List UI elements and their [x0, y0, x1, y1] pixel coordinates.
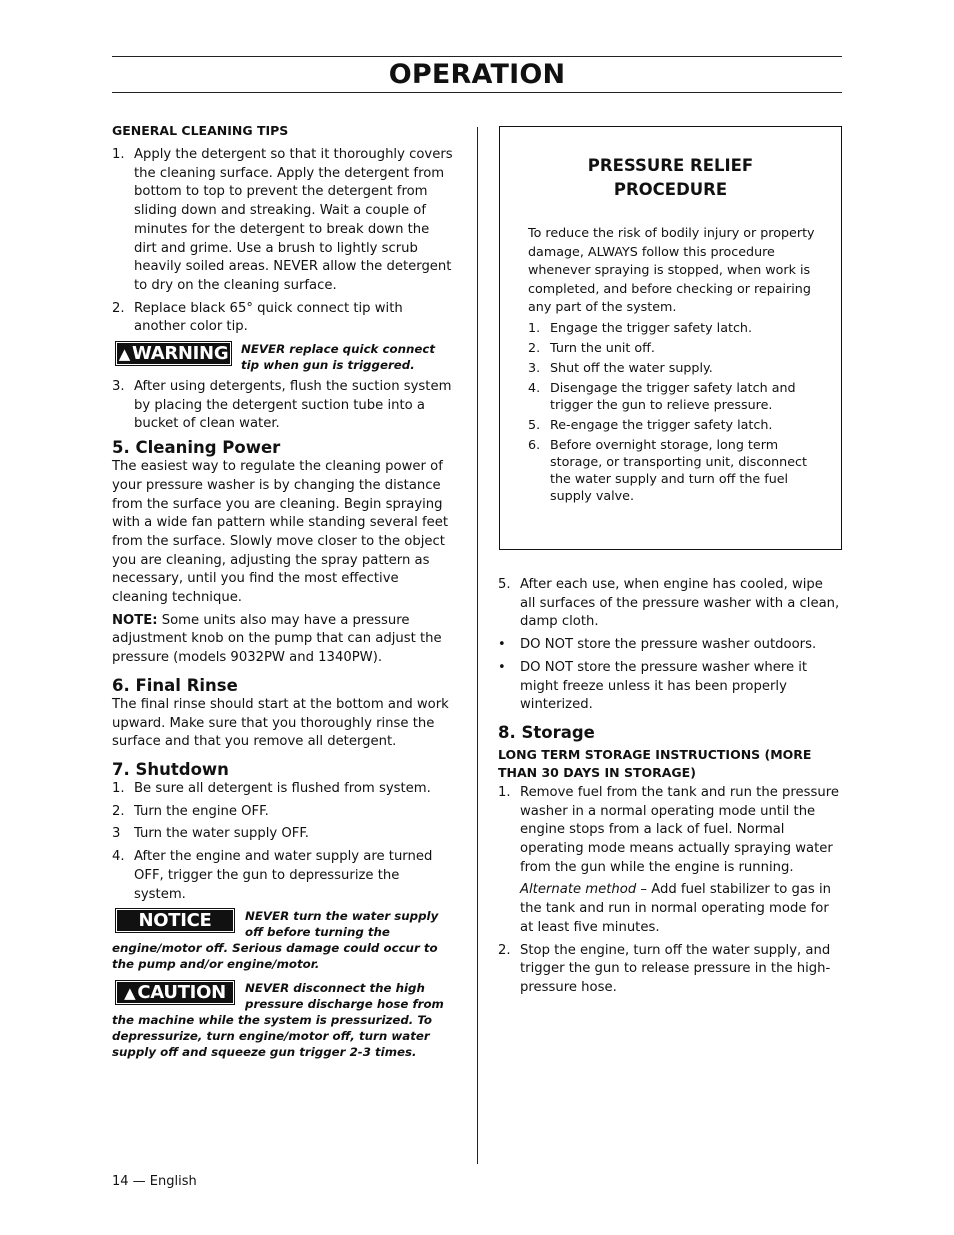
title-line: PROCEDURE	[613, 180, 728, 199]
list-text: Replace black 65° quick connect tip with another color tip.	[134, 300, 403, 335]
alternate-method	[520, 881, 842, 937]
alternate-method-label: Alternate method	[520, 882, 637, 898]
storage-heading: 8. Storage	[498, 722, 595, 742]
list-item	[112, 848, 455, 904]
list-text: Shut off the water supply.	[550, 359, 713, 375]
list-item	[112, 146, 455, 296]
bullet-text: DO NOT store the pressure washer where it might freeze unless it has been properly winterized.	[520, 659, 808, 713]
list-number: 3	[112, 826, 121, 842]
list-text: After each use, when engine has cooled, wipe all surfaces of the pressure washer with a clean, damp cloth.	[520, 577, 840, 630]
list-text: After using detergents, flush the suction system by placing the detergent suction tube into a bucket of clean water.	[134, 379, 452, 432]
list-item	[498, 576, 842, 632]
bullet-item	[498, 659, 842, 715]
list-text: After the engine and water supply are turned OFF, trigger the gun to depressurize the system.	[134, 849, 433, 902]
list-number: 2.	[112, 803, 125, 819]
column-divider	[477, 127, 478, 1164]
tips-list	[112, 146, 455, 337]
warning-text: NEVER replace quick connect tip when gun is triggered.	[241, 342, 436, 373]
pressure-relief-body	[528, 224, 818, 507]
caution-badge	[115, 980, 235, 1005]
right-column	[498, 576, 842, 1002]
list-text: Turn the engine OFF.	[134, 803, 269, 819]
list-number: 1.	[528, 319, 541, 335]
notice-alert	[112, 908, 455, 972]
list-item	[528, 436, 818, 504]
cleaning-power-note	[112, 612, 455, 668]
warning-badge-label: WARNING	[131, 342, 229, 364]
list-number: 1.	[498, 784, 511, 800]
cleaning-power-body: The easiest way to regulate the cleaning power of your pressure washer is by changing the distance from the surface you are cleaning. Begin spraying with a wide fan pattern while standing several feet from the surface. Slowly move closer to the object you are cleaning, adjusting the spray pattern as necessary, until you find the most effective cleaning technique.	[112, 459, 449, 606]
list-item	[112, 378, 455, 434]
pressure-relief-intro: To reduce the risk of bodily injury or property damage, ALWAYS follow this procedure whenever spraying is stopped, when work is completed, and before checking or repairing any part of the system.	[528, 225, 815, 315]
list-item	[528, 416, 818, 433]
list-text: Apply the detergent so that it thoroughly covers the cleaning surface. Apply the detergent from bottom to top to prevent the detergent from sliding down and streaking. Wait a couple of minutes for the detergent to break down the dirt and grime. Use a brush to lightly scrub heavily soiled areas. NEVER allow the detergent to dry on the cleaning surface.	[134, 147, 453, 293]
pressure-relief-title	[500, 154, 841, 202]
notice-badge	[115, 908, 235, 933]
list-number: 6.	[528, 436, 541, 452]
page-footer: 14 — English	[112, 1174, 197, 1189]
list-item	[528, 359, 818, 376]
list-text: Engage the trigger safety latch.	[550, 319, 753, 335]
note-text: Some units also may have a pressure adjustment knob on the pump that can adjust the pressure (models 9032PW and 1340PW).	[112, 612, 442, 666]
bullet-text: DO NOT store the pressure washer outdoors.	[520, 637, 817, 653]
list-item	[528, 339, 818, 356]
caution-text: NEVER disconnect the high pressure discharge hose from the machine while the system is pressurized. To depressurize, turn engine/motor off, turn water supply off and squeeze gun trigger 2-3 times.	[112, 981, 444, 1060]
list-text: Turn the water supply OFF.	[134, 826, 310, 842]
left-column	[112, 122, 455, 1065]
storage-subheading: LONG TERM STORAGE INSTRUCTIONS (MORE THAN 30 DAYS IN STORAGE)	[498, 746, 812, 780]
list-number: 4.	[112, 849, 125, 865]
caution-triangle-icon: ▲	[124, 983, 136, 1002]
list-item	[528, 319, 818, 336]
list-number: 3.	[112, 379, 125, 395]
list-number: 2.	[112, 300, 125, 316]
list-number: 4.	[528, 379, 541, 395]
final-rinse-body: The final rinse should start at the bottom and work upward. Make sure that you thoroughly rinse the surface and that you remove all detergent.	[112, 696, 449, 750]
bullet-item	[498, 636, 842, 655]
list-number: 1.	[112, 147, 125, 162]
warning-alert	[112, 341, 455, 373]
bullet-mark: •	[498, 659, 506, 675]
title-line: PRESSURE RELIEF	[587, 156, 754, 175]
list-number: 3.	[528, 359, 541, 375]
header-top-rule	[112, 56, 842, 57]
list-number: 2.	[498, 942, 511, 958]
list-text: Disengage the trigger safety latch and trigger the gun to relieve pressure.	[550, 379, 796, 412]
list-number: 1.	[112, 780, 125, 796]
list-number: 5.	[528, 416, 541, 432]
general-tips-heading: GENERAL CLEANING TIPS	[112, 123, 289, 138]
list-text: Before overnight storage, long term storage, or transporting unit, disconnect the water supply and turn off the fuel supply valve.	[550, 436, 807, 503]
shutdown-heading: 7. Shutdown	[112, 759, 229, 779]
cleaning-power-heading: 5. Cleaning Power	[112, 438, 281, 458]
list-text: Turn the unit off.	[550, 339, 655, 355]
list-item	[528, 379, 818, 413]
page-title: OPERATION	[388, 59, 566, 90]
list-text: Stop the engine, turn off the water supply, and trigger the gun to release pressure in the high-pressure hose.	[520, 942, 831, 995]
list-text: Remove fuel from the tank and run the pressure washer in a normal operating mode until the engine stops from a lack of fuel. Normal operating mode means actually spraying water from the gun while the engine is running.	[520, 784, 839, 875]
list-item	[112, 780, 455, 799]
list-number: 2.	[528, 339, 541, 355]
list-text: Be sure all detergent is flushed from system.	[134, 780, 431, 796]
final-rinse-heading: 6. Final Rinse	[112, 675, 238, 695]
warning-badge	[115, 341, 232, 366]
warning-triangle-icon: ▲	[118, 344, 130, 363]
list-item	[112, 825, 455, 844]
bullet-mark: •	[498, 637, 506, 653]
list-item	[498, 784, 842, 938]
list-item	[112, 300, 455, 337]
pressure-relief-box	[499, 126, 842, 550]
caution-badge-label: CAUTION	[137, 981, 226, 1003]
notice-text: NEVER turn the water supply off before turning the engine/motor off. Serious damage could occur to the pump and/or engine/motor.	[112, 909, 439, 972]
shutdown-list	[112, 780, 455, 904]
caution-alert	[112, 980, 455, 1060]
alternate-method-text: – Add fuel stabilizer to gas in the tank and run in normal operating mode for at least five minutes.	[520, 882, 832, 935]
list-text: Re-engage the trigger safety latch.	[550, 416, 773, 432]
list-item	[498, 942, 842, 998]
note-label: NOTE:	[112, 612, 158, 628]
list-item	[112, 803, 455, 822]
header-bottom-rule	[112, 92, 842, 93]
notice-badge-label: NOTICE	[117, 910, 233, 931]
list-number: 5.	[498, 577, 511, 592]
